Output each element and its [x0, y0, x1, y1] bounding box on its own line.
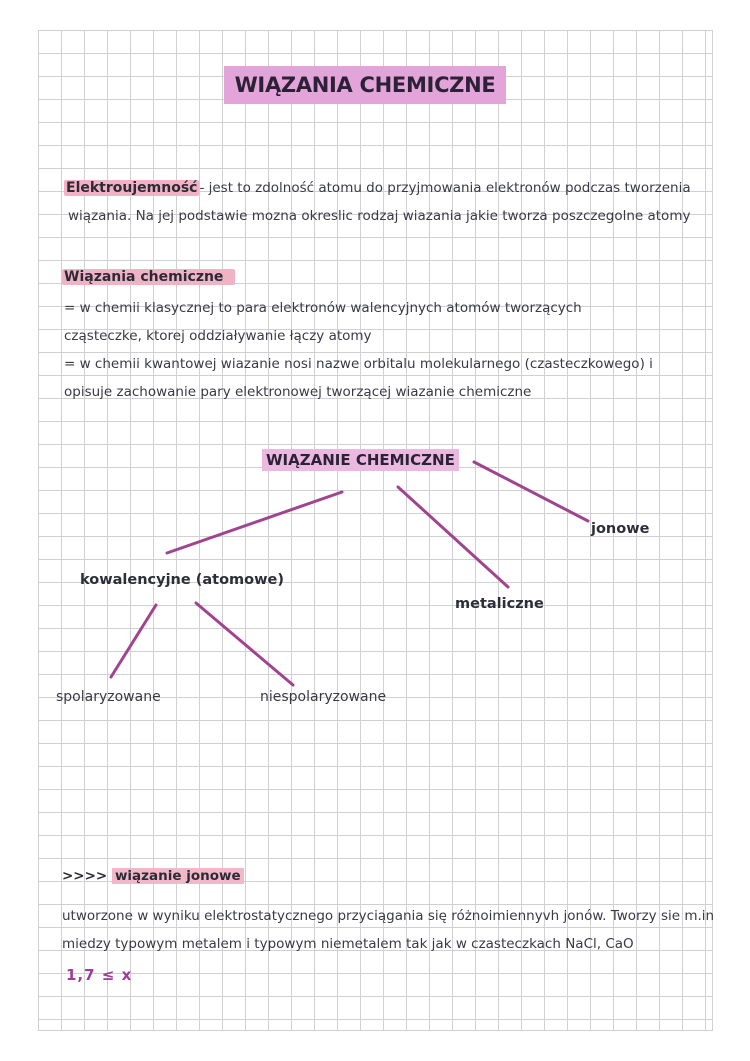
diagram-polar-label: spolaryzowane — [56, 689, 161, 705]
diagram-root-label: WIĄZANIE CHEMICZNE — [262, 449, 459, 471]
diagram-nonpolar-label: niespolaryzowane — [260, 689, 387, 705]
bonds-line: = w chemii klasycznej to para elektronów walencyjnych atomów tworzących — [64, 300, 582, 316]
ionic-section-heading — [62, 868, 244, 884]
page-title: WIĄZANIA CHEMICZNE — [224, 66, 506, 104]
diagram-ionic-label: jonowe — [591, 521, 650, 537]
bonds-heading: Wiązania chemiczne — [62, 269, 235, 285]
electronegativity-inequality: 1,7 ≤ x — [66, 966, 133, 984]
ionic-line-1: utworzone w wyniku elektrostatycznego przyciągania się różnoimiennyvh jonów. Tworzy sie m.in — [62, 908, 715, 924]
ionic-heading: wiązanie jonowe — [112, 868, 244, 884]
connector-root-covalent — [167, 492, 342, 553]
arrow-marker: >>>> — [62, 868, 108, 884]
connector-root-metallic — [398, 487, 508, 587]
diagram-covalent-label: kowalencyjne (atomowe) — [80, 572, 284, 588]
connector-covalent-nonpolar — [196, 603, 293, 685]
bonds-line: cząsteczke, ktorej oddziaływanie łączy atomy — [64, 328, 372, 344]
bonds-line: opisuje zachowanie pary elektronowej tworzącej wiazanie chemiczne — [64, 384, 532, 400]
diagram-metallic-label: metaliczne — [455, 596, 544, 612]
electronegativity-text: - jest to zdolność atomu do przyjmowania elektronów podczas tworzenia — [199, 180, 691, 196]
ionic-description — [62, 902, 715, 958]
electronegativity-term: Elektroujemność — [66, 180, 198, 196]
ionic-line-2: miedzy typowym metalem i typowym niemetalem tak jak w czasteczkach NaCl, CaO — [62, 936, 634, 952]
connector-root-ionic — [474, 462, 588, 521]
connector-covalent-polar — [111, 605, 156, 677]
bonds-line: = w chemii kwantowej wiazanie nosi nazwe orbitalu molekularnego (czasteczkowego) i — [64, 356, 653, 372]
electronegativity-line-2: wiązania. Na jej podstawie mozna okreslic rodzaj wiazania jakie tworza poszczegolne atomy — [68, 208, 691, 224]
